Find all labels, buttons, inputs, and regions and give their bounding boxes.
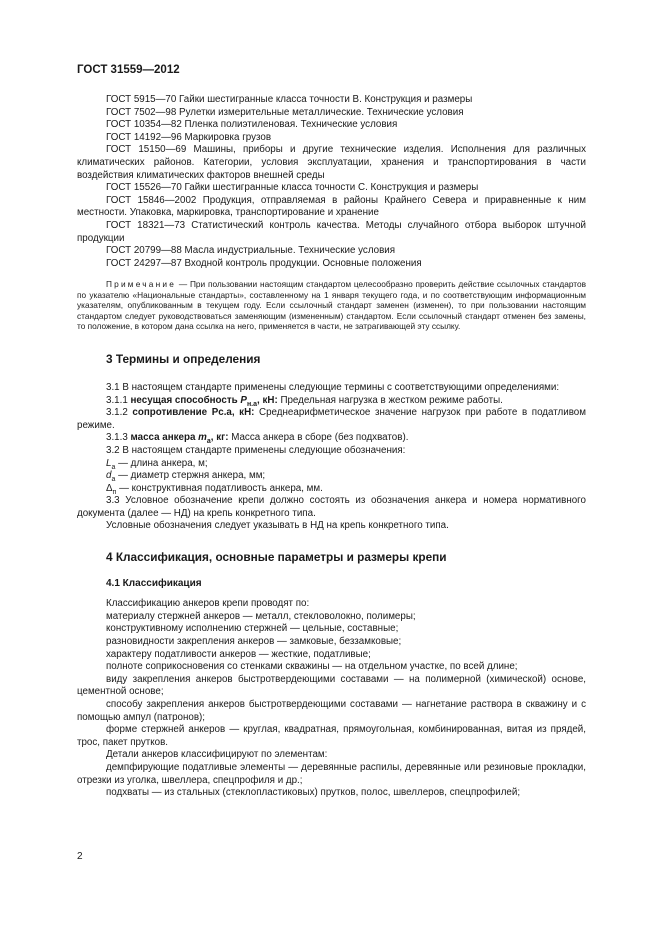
class-item: форме стержней анкеров — круглая, квадратная, прямоугольная, комбинированная, витая из прядей, трос, пакет прутков. bbox=[77, 724, 586, 748]
ref-item: ГОСТ 15526—70 Гайки шестигранные класса точности С. Конструкция и размеры bbox=[106, 182, 479, 194]
ref-item: ГОСТ 24297—87 Входной контроль продукции. Основные положения bbox=[106, 257, 422, 269]
ref-item: ГОСТ 18321—73 Статистический контроль качества. Методы случайного отбора выборок штучной продукции bbox=[77, 219, 586, 244]
ref-item: ГОСТ 7502—98 Рулетки измерительные металлические. Технические условия bbox=[106, 106, 464, 118]
class-item: подхваты — из стальных (стеклопластиковых) прутков, полос, швеллеров, спецпрофилей; bbox=[106, 787, 521, 799]
class-item: виду закрепления анкеров быстротвердеющими составами — на полимерной (химической) основе, цементной основе; bbox=[77, 673, 586, 698]
symbol-diameter: $d_а$ — диаметр стержня анкера, мм; bbox=[106, 470, 266, 484]
class-item: характеру податливости анкеров — жесткие, податливые; bbox=[106, 648, 371, 660]
ref-item: ГОСТ 5915—70 Гайки шестигранные класса точности В. Конструкция и размеры bbox=[106, 94, 473, 105]
clause-3-2: 3.2 В настоящем стандарте применены следующие обозначения: bbox=[106, 444, 406, 456]
subsection-4-1-title: 4.1 Классификация bbox=[106, 577, 202, 589]
class-item: способу закрепления анкеров быстротвердеющими составами — нагнетание раствора в скважину и с помощью ампул (патронов); bbox=[77, 699, 586, 723]
class-item: полноте соприкосновения со стенками скважины — на отдельном участке, по всей длине; bbox=[106, 661, 518, 673]
section-4-title: 4 Классификация, основные параметры и размеры крепи bbox=[106, 550, 447, 565]
clause-3-3: 3.3 Условное обозначение крепи должно состоять из обозначения анкера и номера нормативного документа (далее — НД) на крепь конкретного типа. bbox=[77, 495, 586, 519]
document-header: ГОСТ 31559—2012 bbox=[77, 64, 180, 76]
clause-3-1-2: 3.1.2 сопротивление Рс.а, кН: Среднеарифметическое значение нагрузок при работе в податливом режиме. bbox=[77, 407, 586, 431]
references-list bbox=[77, 94, 586, 270]
class-item: разновидности закрепления анкеров — замковые, беззамковые; bbox=[106, 636, 402, 648]
ref-item: ГОСТ 15150—69 Машины, приборы и другие технические изделия. Исполнения для различных климатических районов. Категории, условия эксплуатации, хранения и транспортирования в части воздействия климатических факторов внешней среды bbox=[77, 144, 586, 181]
section-3-title: 3 Термины и определения bbox=[106, 352, 261, 367]
symbol-compliance: $\Delta_п$ — конструктивная податливость анкера, мм. bbox=[106, 482, 323, 496]
page-content bbox=[77, 94, 586, 800]
clause-3-3-note: Условные обозначения следует указывать в НД на крепь конкретного типа. bbox=[106, 520, 449, 532]
class-item: материалу стержней анкеров — металл, стекловолокно, полимеры; bbox=[106, 610, 416, 622]
class-item: конструктивному исполнению стержней — цельные, составные; bbox=[106, 623, 399, 635]
page-number: 2 bbox=[77, 851, 83, 862]
ref-item: ГОСТ 10354—82 Пленка полиэтиленовая. Технические условия bbox=[106, 119, 398, 131]
clause-3-1: 3.1 В настоящем стандарте применены следующие термины с соответствующими определениями: bbox=[106, 381, 560, 393]
ref-item: ГОСТ 20799—88 Масла индустриальные. Технические условия bbox=[106, 245, 396, 257]
class-item: Детали анкеров классифицируют по элементам: bbox=[106, 749, 328, 761]
clause-3-1-3: 3.1.3 масса анкера $m_а$, кг: Масса анкера в сборе (без подхватов). bbox=[106, 432, 409, 446]
symbol-length: $L_а$ — длина анкера, м; bbox=[106, 457, 208, 471]
class-item: Классификацию анкеров крепи проводят по: bbox=[106, 598, 310, 610]
note-label: Примечание bbox=[106, 279, 177, 290]
note-text: — При пользовании настоящим стандартом целесообразно проверить действие ссылочных стандартов по указателю «Национальные стандарты», составленному на 1 января текущего года, и по соответствующим информационным указателям, опубликованным в текущем году. Если ссылочный стандарт заменен (изменен), то при пользовании настоящим стандартом следует руководствоваться заменяющим (измененным) стандартом. Если ссылочный стандарт отменен без замены, то положение, в котором дана ссылка на него, применяется в части, не затрагивающей эту ссылку. bbox=[77, 279, 586, 331]
class-item: демпфирующие податливые элементы — деревянные распилы, деревянные или резиновые прокладки, отрезки из уголка, швеллера, спецпрофиля и др.; bbox=[77, 761, 586, 786]
ref-item: ГОСТ 14192—96 Маркировка грузов bbox=[106, 131, 272, 143]
ref-item: ГОСТ 15846—2002 Продукция, отправляемая в районы Крайнего Севера и приравненные к ним местности. Упаковка, маркировка, транспортирование и хранение bbox=[77, 194, 586, 219]
clause-3-1-1: 3.1.1 несущая способность $Р_{н.а}$, кН: Предельная нагрузка в жестком режиме работы. bbox=[106, 394, 503, 408]
note-block bbox=[77, 279, 586, 331]
